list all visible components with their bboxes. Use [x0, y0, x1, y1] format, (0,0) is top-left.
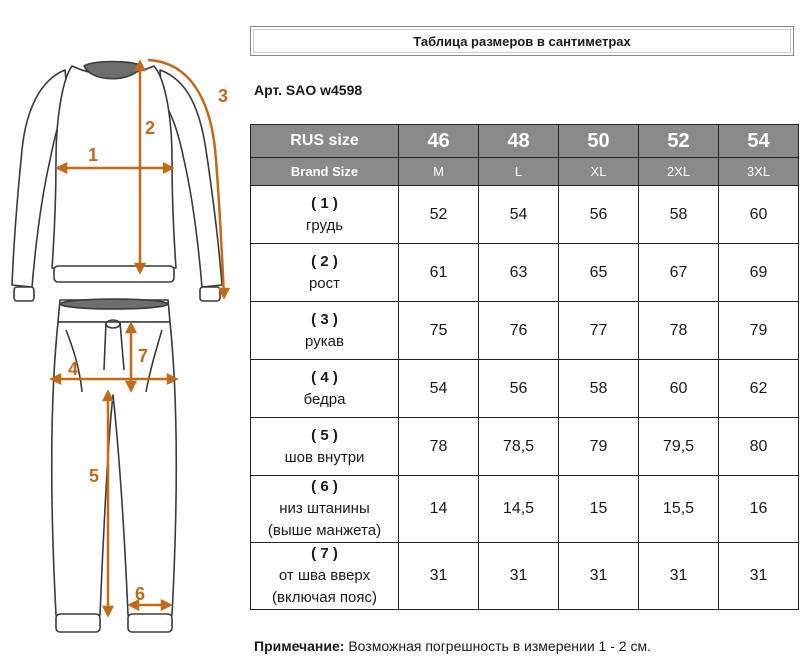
measurement-value: 60	[719, 186, 799, 244]
measurement-value: 79	[559, 418, 639, 476]
measurement-value: 75	[399, 302, 479, 360]
measurement-name: (включая пояс)	[272, 589, 377, 606]
measurement-label-cell	[251, 360, 399, 418]
rus-size-cell: 46	[399, 125, 479, 158]
measure-label-4: 4	[68, 359, 79, 379]
measurement-name: низ штанины	[279, 500, 370, 517]
measurement-value: 62	[719, 360, 799, 418]
measurement-name: (выше манжета)	[267, 522, 382, 539]
rus-size-cell: 54	[719, 125, 799, 158]
measurement-value: 78	[399, 418, 479, 476]
measurement-value: 67	[639, 244, 719, 302]
measurement-label-cell	[251, 186, 399, 244]
measurement-label-cell	[251, 244, 399, 302]
measurement-name: грудь	[305, 216, 344, 234]
measurement-value: 61	[399, 244, 479, 302]
measure-label-6: 6	[135, 584, 146, 604]
measurement-name: рукав	[305, 332, 344, 350]
table-title: Таблица размеров в сантиметрах	[250, 26, 794, 56]
measurement-label-cell	[251, 476, 399, 543]
rus-size-cell: 50	[559, 125, 639, 158]
measurement-value: 78,5	[479, 418, 559, 476]
measurement-value: 79	[719, 302, 799, 360]
pants-drawing	[52, 299, 177, 632]
measurement-value: 15	[559, 476, 639, 543]
note-label: Примечание:	[254, 638, 345, 654]
measurement-value: 79,5	[639, 418, 719, 476]
rus-size-cell: 48	[479, 125, 559, 158]
measurement-row	[251, 244, 799, 302]
size-chart-table	[250, 124, 799, 610]
measurement-value: 65	[559, 244, 639, 302]
size-chart-body	[251, 125, 799, 610]
measurement-label-cell	[251, 543, 399, 610]
article-number: Арт. SAO w4598	[254, 82, 363, 98]
measurement-value: 15,5	[639, 476, 719, 543]
brand-size-cell: 2XL	[639, 158, 719, 186]
size-measurement-illustration	[0, 0, 245, 660]
measurement-value: 58	[639, 186, 719, 244]
sweatshirt-drawing	[12, 62, 222, 302]
measure-label-2: 2	[145, 118, 156, 138]
measurement-value: 80	[719, 418, 799, 476]
measurement-note	[254, 638, 651, 654]
measurement-value: 31	[399, 543, 479, 610]
measurement-value: 31	[639, 543, 719, 610]
measurement-number: ( 3 )	[311, 310, 338, 328]
measurement-label-cell	[251, 418, 399, 476]
measurement-value: 16	[719, 476, 799, 543]
measurement-row	[251, 302, 799, 360]
measurement-row	[251, 476, 799, 543]
measure-label-1: 1	[88, 145, 99, 165]
brand-size-header-row	[251, 158, 799, 186]
measurement-row	[251, 418, 799, 476]
measurement-name: шов внутри	[284, 448, 365, 466]
measurement-name: бедра	[303, 390, 346, 408]
measurement-value: 69	[719, 244, 799, 302]
measurement-row	[251, 186, 799, 244]
measurement-value: 76	[479, 302, 559, 360]
rus-size-cell: 52	[639, 125, 719, 158]
measure-label-5: 5	[89, 466, 100, 486]
measure-label-7: 7	[138, 346, 149, 366]
measurement-value: 63	[479, 244, 559, 302]
measurement-number: ( 1 )	[311, 194, 338, 212]
measurement-label-cell	[251, 302, 399, 360]
measurement-number: ( 5 )	[311, 426, 338, 444]
measurement-value: 31	[559, 543, 639, 610]
measurement-value: 58	[559, 360, 639, 418]
brand-size-label: Brand Size	[251, 158, 399, 186]
measurement-value: 31	[479, 543, 559, 610]
rus-size-header-row	[251, 125, 799, 158]
measurement-value: 14,5	[479, 476, 559, 543]
brand-size-cell: XL	[559, 158, 639, 186]
measurement-value: 54	[479, 186, 559, 244]
measurement-value: 52	[399, 186, 479, 244]
measurement-row	[251, 360, 799, 418]
measurement-row	[251, 543, 799, 610]
measurement-value: 31	[719, 543, 799, 610]
brand-size-cell: L	[479, 158, 559, 186]
measurement-value: 77	[559, 302, 639, 360]
measurement-name: от шва вверх	[278, 567, 371, 584]
measurement-value: 54	[399, 360, 479, 418]
measurement-value: 56	[479, 360, 559, 418]
measurement-value: 56	[559, 186, 639, 244]
brand-size-cell: 3XL	[719, 158, 799, 186]
measurement-number: ( 4 )	[311, 368, 338, 386]
measurement-number: ( 7 )	[311, 545, 338, 562]
brand-size-cell: M	[399, 158, 479, 186]
measurement-value: 60	[639, 360, 719, 418]
measurement-number: ( 6 )	[311, 478, 338, 495]
measure-label-3: 3	[218, 86, 229, 106]
measurement-value: 14	[399, 476, 479, 543]
note-text: Возможная погрешность в измерении 1 - 2 см.	[344, 638, 651, 654]
rus-size-label: RUS size	[251, 125, 399, 158]
measurement-number: ( 2 )	[311, 252, 338, 270]
measurement-name: рост	[308, 274, 341, 292]
measurement-value: 78	[639, 302, 719, 360]
